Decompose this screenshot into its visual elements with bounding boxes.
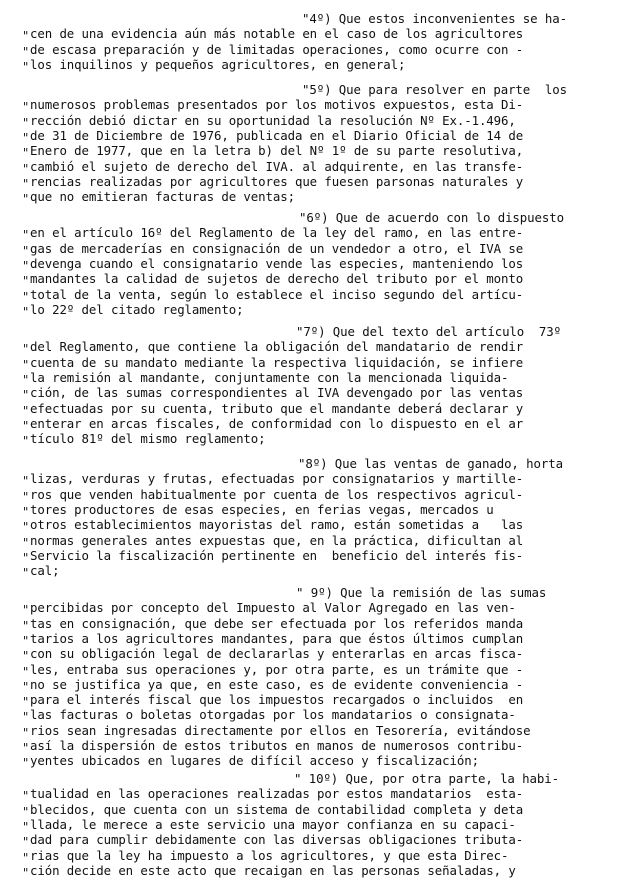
margin-quote-mark: " bbox=[22, 372, 30, 387]
paragraph-p7-line-1: "7º) Que del texto del artículo 73º bbox=[296, 324, 561, 339]
paragraph-p5-line-1: "5º) Que para resolver en parte los bbox=[302, 82, 567, 97]
margin-quote-mark: " bbox=[22, 44, 30, 59]
paragraph-p4-line-4: los inquilinos y pequeños agricultores, en general; bbox=[30, 56, 406, 72]
paragraph-p7-line-2: del Reglamento, que contiene la obligación del mandatario de rendir bbox=[30, 339, 524, 355]
paragraph-p5-line-4: de 31 de Diciembre de 1976, publicada en el Diario Oficial de 14 de bbox=[30, 127, 524, 143]
paragraph-p8-line-5: otros establecimientos mayoristas del ramo, están sometidas a las bbox=[30, 517, 524, 533]
paragraph-p5-line-6: cambió el sujeto de derecho del IVA. al adquirente, en las transfe- bbox=[30, 158, 524, 174]
paragraph-p5-line-2: numerosos problemas presentados por los motivos expuestos, esta Di- bbox=[30, 97, 524, 113]
margin-quote-mark: " bbox=[22, 289, 30, 304]
paragraph-p8-line-4: tores productores de esas especies, en ferias vegas, mercados u bbox=[30, 501, 494, 517]
margin-quote-mark: " bbox=[22, 161, 30, 176]
paragraph-p5-line-8: que no emitieran facturas de ventas; bbox=[30, 189, 295, 205]
paragraph-p5-line-5: Enero de 1977, que en la letra b) del Nº 1º de su parte resolutiva, bbox=[30, 143, 524, 159]
margin-quote-mark: " bbox=[22, 146, 30, 161]
paragraph-p7-line-5: ción, de las sumas correspondientes al IVA devengado por las ventas bbox=[30, 385, 524, 401]
paragraph-p6-line-7: lo 22º del citado reglamento; bbox=[30, 301, 244, 317]
margin-quote-mark: " bbox=[22, 835, 30, 850]
paragraph-p6-line-5: mandantes la calidad de sujetos de derecho del tributo por el monto bbox=[30, 271, 524, 287]
paragraph-p8-line-8: cal; bbox=[30, 563, 60, 579]
margin-quote-mark: " bbox=[22, 566, 30, 581]
margin-quote-mark: " bbox=[22, 489, 30, 504]
margin-quote-mark: " bbox=[22, 434, 30, 449]
margin-quote-mark: " bbox=[22, 29, 30, 44]
margin-quote-mark: " bbox=[22, 243, 30, 258]
margin-quote-mark: " bbox=[22, 664, 30, 679]
paragraph-p5-line-7: rencias realizadas por agricultores que fuesen parsonas naturales y bbox=[30, 173, 524, 189]
paragraph-p6-line-2: en el artículo 16º del Reglamento de la ley del ramo, en las entre- bbox=[30, 225, 524, 241]
margin-quote-mark: " bbox=[22, 59, 30, 74]
margin-quote-mark: " bbox=[22, 710, 30, 725]
paragraph-p9-line-6: les, entraba sus operaciones y, por otra parte, es un trámite que - bbox=[30, 661, 524, 677]
margin-quote-mark: " bbox=[22, 520, 30, 535]
margin-quote-mark: " bbox=[22, 474, 30, 489]
margin-quote-mark: " bbox=[22, 679, 30, 694]
paragraph-p8-line-3: ros que venden habitualmente por cuenta de los respectivos agricul- bbox=[30, 486, 524, 502]
paragraph-p10-line-4: llada, le merece a este servicio una mayor confianza en su capaci- bbox=[30, 816, 516, 832]
paragraph-p10-line-1: " 10º) Que, por otra parte, la habi- bbox=[294, 771, 559, 786]
paragraph-p10-line-3: blecidos, que cuenta con un sistema de contabilidad completa y deta bbox=[30, 801, 524, 817]
margin-quote-mark: " bbox=[22, 342, 30, 357]
paragraph-p9-line-11: así la dispersión de estos tributos en manos de numerosos contribu- bbox=[30, 738, 524, 753]
paragraph-p7-line-3: cuenta de su mandato mediante la respectiva liquidación, se infiere bbox=[30, 354, 524, 370]
margin-quote-mark: " bbox=[22, 274, 30, 289]
paragraph-p7-line-7: enterar en arcas fiscales, de conformidad con lo dispuesto en el ar bbox=[30, 415, 524, 431]
margin-quote-mark: " bbox=[22, 100, 30, 115]
margin-quote-mark: " bbox=[22, 618, 30, 633]
paragraph-p6-line-6: total de la venta, según lo establece el inciso segundo del artícu- bbox=[30, 286, 524, 302]
paragraph-p6-line-1: "6º) Que de acuerdo con lo dispuesto bbox=[299, 210, 564, 225]
margin-quote-mark: " bbox=[22, 633, 30, 648]
margin-quote-mark: " bbox=[22, 304, 30, 319]
margin-quote-mark: " bbox=[22, 228, 30, 243]
paragraph-p10-line-6: rias que la ley ha impuesto a los agricultores, y que esta Direc- bbox=[30, 847, 509, 863]
margin-quote-mark: " bbox=[22, 550, 30, 565]
margin-quote-mark: " bbox=[22, 176, 30, 191]
paragraph-p7-line-6: efectuadas por su cuenta, tributo que el mandante deberá declarar y bbox=[30, 400, 524, 416]
margin-quote-mark: " bbox=[22, 192, 30, 207]
paragraph-p8-line-6: normas generales antes expuestas que, en la práctica, dificultan al bbox=[30, 532, 524, 548]
paragraph-p9-line-2: percibidas por concepto del Impuesto al Valor Agregado en las ven- bbox=[30, 600, 516, 616]
paragraph-p10-line-5: dad para cumplir debidamente con las diversas obligaciones tributa- bbox=[30, 832, 524, 848]
margin-quote-mark: " bbox=[22, 403, 30, 418]
paragraph-p6-line-3: gas de mercaderías en consignación de un vendedor a otro, el IVA se bbox=[30, 240, 524, 256]
margin-quote-mark: " bbox=[22, 115, 30, 130]
margin-quote-mark: " bbox=[22, 741, 30, 755]
paragraph-p4-line-3: de escasa preparación y de limitadas operaciones, como ocurre con - bbox=[30, 41, 524, 57]
paragraph-p10-line-2: tualidad en las operaciones realizadas por estos mandatarios esta- bbox=[30, 786, 524, 802]
paragraph-p5-line-3: rección debió dictar en su oportunidad la resolución Nº Ex.-1.496, bbox=[30, 112, 516, 128]
paragraph-p4-line-2: cen de una evidencia aún más notable en el caso de los agricultores bbox=[30, 26, 524, 42]
margin-quote-mark: " bbox=[22, 357, 30, 372]
paragraph-p8-line-7: Servicio la fiscalización pertinente en beneficio del interés fis- bbox=[30, 547, 524, 563]
margin-quote-mark: " bbox=[22, 535, 30, 550]
margin-quote-mark: " bbox=[22, 865, 30, 880]
margin-quote-mark: " bbox=[22, 804, 30, 819]
paragraph-p9-line-7: no se justifica ya que, en este caso, es de evidente conveniencia - bbox=[30, 676, 524, 692]
margin-quote-mark: " bbox=[22, 819, 30, 834]
margin-quote-mark: " bbox=[22, 130, 30, 145]
paragraph-p9-line-5: con su obligación legal de declararlas y enterarlas en arcas fisca- bbox=[30, 646, 524, 662]
margin-quote-mark: " bbox=[22, 504, 30, 519]
paragraph-p9-line-12: yentes ubicados en lugares de difícil acceso y fiscalización; bbox=[30, 753, 479, 769]
margin-quote-mark: " bbox=[22, 789, 30, 804]
margin-quote-mark: " bbox=[22, 850, 30, 865]
margin-quote-mark: " bbox=[22, 388, 30, 403]
paragraph-p9-line-3: tas en consignación, que debe ser efectuada por los referidos manda bbox=[30, 615, 524, 631]
paragraph-p9-line-4: tarios a los agricultores mandantes, para que éstos últimos cumplan bbox=[30, 630, 524, 646]
margin-quote-mark: " bbox=[22, 603, 30, 618]
margin-quote-mark: " bbox=[22, 258, 30, 273]
paragraph-p9-line-10: rios sean ingresadas directamente por ellos en Tesorería, evitándose bbox=[30, 722, 531, 738]
paragraph-p8-line-1: "8º) Que las ventas de ganado, horta bbox=[298, 456, 563, 471]
paragraph-p7-line-4: la remisión al mandante, conjuntamente con la mencionada liquida- bbox=[30, 369, 509, 385]
paragraph-p9-line-9: las facturas o boletas otorgadas por los mandatarios o consignata- bbox=[30, 707, 516, 723]
paragraph-p9-line-1: " 9º) Que la remisión de las sumas bbox=[296, 585, 547, 600]
margin-quote-mark: " bbox=[22, 756, 30, 771]
margin-quote-mark: " bbox=[22, 695, 30, 710]
paragraph-p9-line-8: para el interés fiscal que los impuestos recargados o incluidos en bbox=[30, 692, 524, 708]
paragraph-p6-line-4: devenga cuando el consignatario vende las especies, manteniendo los bbox=[30, 255, 524, 271]
paragraph-p10-line-7: ción decide en este acto que recaigan en las personas señaladas, y bbox=[30, 862, 516, 878]
paragraph-p4-line-1: "4º) Que estos inconvenientes se ha- bbox=[302, 11, 567, 26]
margin-quote-mark: " bbox=[22, 418, 30, 433]
margin-quote-mark: " bbox=[22, 649, 30, 664]
paragraph-p7-line-8: tículo 81º del mismo reglamento; bbox=[30, 431, 266, 447]
paragraph-p8-line-2: lizas, verduras y frutas, efectuadas por consignatarios y martille- bbox=[30, 471, 524, 487]
margin-quote-mark: " bbox=[22, 725, 30, 740]
